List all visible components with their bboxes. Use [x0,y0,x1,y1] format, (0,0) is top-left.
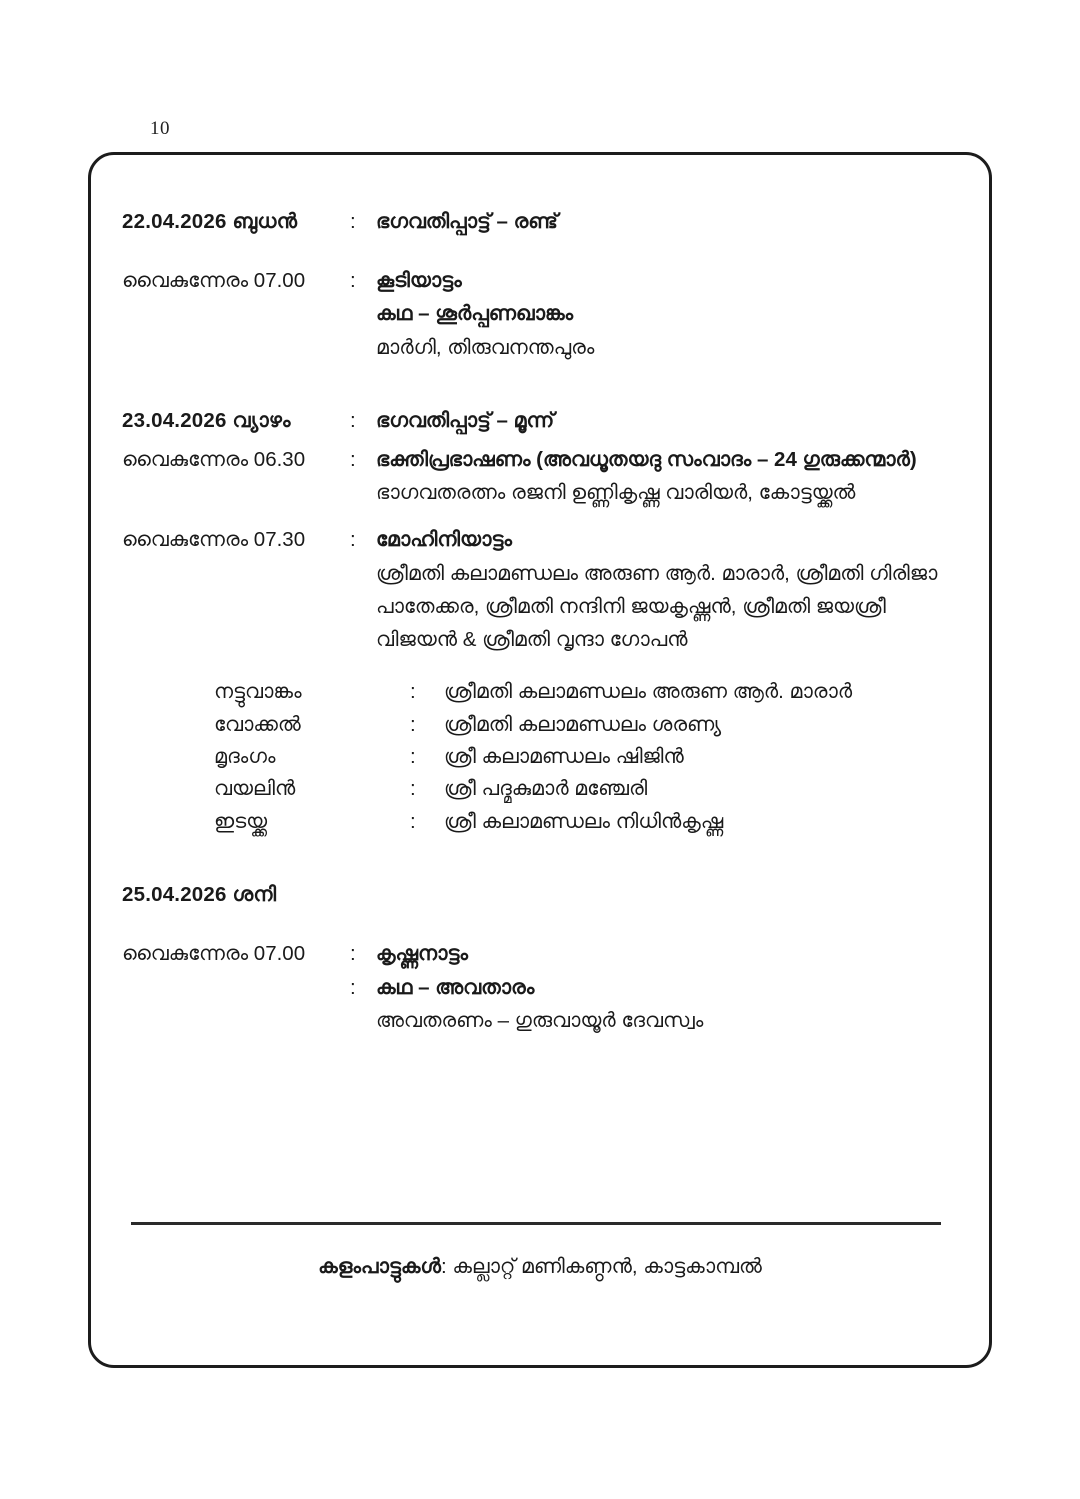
event-time-label: വൈകുന്നേരം 07.00 [122,942,306,966]
credit-role: വോക്കൽ [214,712,301,736]
credit-name: ശ്രീമതി കലാമണ്ഡലം ശരണ്യ [444,712,722,736]
event-subtitle: കഥ – അവതാരം [376,975,535,999]
event-time-label: വൈകുന്നേരം 06.30 [122,448,306,472]
footer-value: കല്ലാറ്റ് മണികണ്ഠൻ, കാട്ടകാമ്പൽ [452,1255,762,1278]
event-performer: ഭാഗവതരത്നം രജനി ഉണ്ണികൃഷ്ണ വാരിയർ, കോട്ടയ്ക്കൽ [376,481,856,505]
day-date-label: 22.04.2026 ബുധൻ [122,210,298,233]
day-colon: : [350,210,356,233]
page-number: 10 [150,118,170,139]
event-colon: : [350,528,356,552]
event-title: ഭക്തിപ്രഭാഷണം (അവധൂതയദു സംവാദം – 24 ഗുരുക്കന്മാർ) [376,448,917,472]
credit-role: മൃദംഗം [214,744,276,768]
event-time-row [122,443,962,476]
event-time-row [122,523,962,556]
credit-name: ശ്രീ പദ്മകുമാർ മഞ്ചേരി [444,777,648,801]
credit-colon: : [410,712,416,736]
event-performer-line: വിജയൻ & ശ്രീമതി വൃന്ദാ ഗോപൻ [376,628,688,652]
day-heading-row [122,205,962,238]
credit-row [214,676,852,708]
event-time-label: വൈകുന്നേരം 07.30 [122,528,306,552]
credit-role: നട്ടുവാങ്കം [214,680,302,704]
schedule-content [122,205,962,1037]
footer-colon: : [440,1255,447,1278]
day-heading-row [122,878,962,911]
event-time-label: വൈകുന്നേരം 07.00 [122,269,306,293]
footer-divider [131,1222,941,1225]
event-subtitle-colon: : [350,975,356,999]
day-date-label: 25.04.2026 ശനി [122,883,277,907]
credit-name: ശ്രീ കലാമണ്ഡലം നിധിൻകൃഷ്ണ [444,809,724,833]
credit-colon: : [410,744,416,768]
event-mohiniyattam [122,523,962,838]
event-bhakti-pravachanam [122,443,962,509]
event-colon: : [350,269,356,293]
event-colon: : [350,448,356,472]
credit-name: ശ്രീ കലാമണ്ഡലം ഷിജിൻ [444,744,684,768]
credit-colon: : [410,680,416,704]
credit-role: വയലിൻ [214,777,296,801]
credit-row [214,806,852,838]
credit-colon: : [410,777,416,801]
spacer [122,509,962,523]
schedule-day-23-04-2026 [122,404,962,838]
footer-label: കളംപാട്ടുകൾ [318,1255,441,1278]
event-subtitle-row [122,971,962,1004]
event-performer: അവതരണം – ഗുരുവായൂർ ദേവസ്വം [376,1008,704,1032]
event-performer-line: ശ്രീമതി കലാമണ്ഡലം അരുണ ആർ. മാരാർ, ശ്രീമതി ഗിരിജാ [376,561,938,585]
event-subtitle: കഥ – ശൂർപ്പണഖാങ്കം [376,302,574,326]
event-krishnanattam [122,937,962,1037]
spacer [122,238,962,264]
schedule-day-22-04-2026 [122,205,962,364]
credit-row [214,741,852,773]
event-time-row [122,937,962,970]
credit-row [214,773,852,805]
credit-row [214,709,852,741]
spacer [122,911,962,937]
credit-name: ശ്രീമതി കലാമണ്ഡലം അരുണ ആർ. മാരാർ [444,680,853,704]
day-colon: : [350,408,356,432]
event-colon: : [350,942,356,966]
spacer [122,364,962,404]
spacer [122,838,962,878]
day-date-label: 23.04.2026 വ്യാഴം [122,408,291,432]
event-performer-line: പാതേക്കര, ശ്രീമതി നന്ദിനി ജയകൃഷ്ണൻ, ശ്രീമതി ജയശ്രീ [376,594,886,618]
credit-role: ഇടയ്ക്ക [214,809,268,833]
event-title: മോഹിനിയാട്ടം [376,528,512,552]
day-heading-row [122,404,962,437]
event-performer: മാർഗി, തിരുവനന്തപുരം [376,335,595,359]
credits-table [214,676,852,838]
event-title: കൃഷ്ണനാട്ടം [376,942,469,966]
day-date-value: ഭഗവതിപ്പാട്ട് – മൂന്ന് [376,408,555,432]
day-date-value: ഭഗവതിപ്പാട്ട് – രണ്ട് [376,210,558,233]
footer-credit [88,1255,992,1279]
schedule-day-25-04-2026 [122,878,962,1037]
event-koodiyattam [122,264,962,364]
credit-colon: : [410,809,416,833]
event-time-row [122,264,962,297]
event-title: കൂടിയാട്ടം [376,269,462,293]
